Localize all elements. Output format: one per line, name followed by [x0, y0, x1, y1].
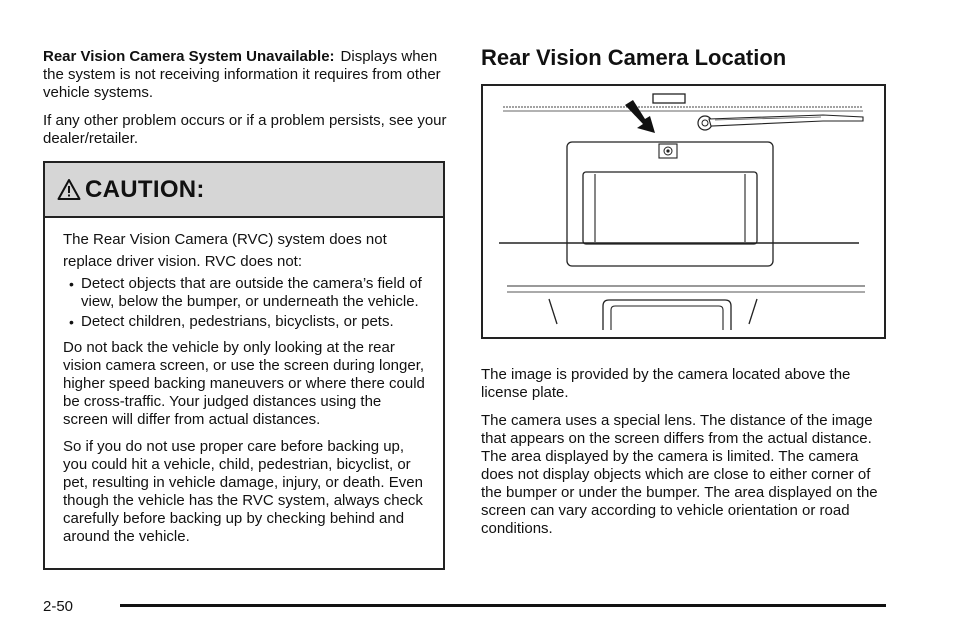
caution-bullet-list: [63, 275, 427, 331]
caution-box: [43, 161, 445, 570]
caution-title: CAUTION:: [85, 175, 205, 203]
right-paragraph-1: The image is provided by the camera located above the license plate.: [481, 366, 851, 401]
footer-rule: [120, 604, 886, 607]
page-number: 2-50: [43, 598, 74, 615]
caution-header: [45, 163, 443, 218]
unavailable-text: Displays when the system is not receiving information it requires from other vehicle systems.: [43, 48, 441, 101]
right-column: [481, 44, 891, 84]
caution-body: [45, 218, 443, 546]
warning-triangle-icon: [57, 178, 81, 202]
right-text: [481, 366, 886, 548]
unavailable-lead: Rear Vision Camera System Unavailable:: [43, 48, 335, 65]
problem-paragraph: If any other problem occurs or if a problem persists, see your dealer/retailer.: [43, 112, 447, 147]
bullet-dot-icon: •: [69, 276, 74, 292]
bullet-dot-icon: •: [69, 314, 74, 330]
section-title: Rear Vision Camera Location: [481, 45, 787, 70]
caution-paragraph-2: So if you do not use proper care before backing up, you could hit a vehicle, child, pedestrian, bicyclist, or pet, resulting in vehicle damage, injury, or death. Even though the vehicle has the RVC system, always check carefully before backing up by checking behind and around the vehicle.: [63, 438, 423, 545]
caution-paragraph-1: Do not back the vehicle by only looking at the rear vision camera screen, or use the screen during longer, higher speed backing maneuvers or where there could be cross-traffic. Your judged distances using the screen will differ from actual distances.: [63, 339, 425, 428]
unavailable-paragraph: [43, 48, 448, 102]
right-paragraph-2: The camera uses a special lens. The distance of the image that appears on the screen differs from the actual distance. The area displayed by the camera is limited. The camera does not display objects which are close to either corner of the bumper or under the bumper. The area displayed on the screen can vary according to vehicle orientation or road conditions.: [481, 412, 878, 537]
caution-bullet: • Detect children, pedestrians, bicyclists, or pets.: [69, 313, 394, 330]
rear-vehicle-drawing: [483, 86, 884, 337]
camera-location-illustration: [481, 84, 886, 339]
caution-bullet: • Detect objects that are outside the camera’s field of view, below the bumper, or underneath the vehicle.: [69, 275, 422, 310]
caution-intro: The Rear Vision Camera (RVC) system does not replace driver vision. RVC does not:: [63, 231, 387, 270]
left-column: [43, 48, 448, 158]
